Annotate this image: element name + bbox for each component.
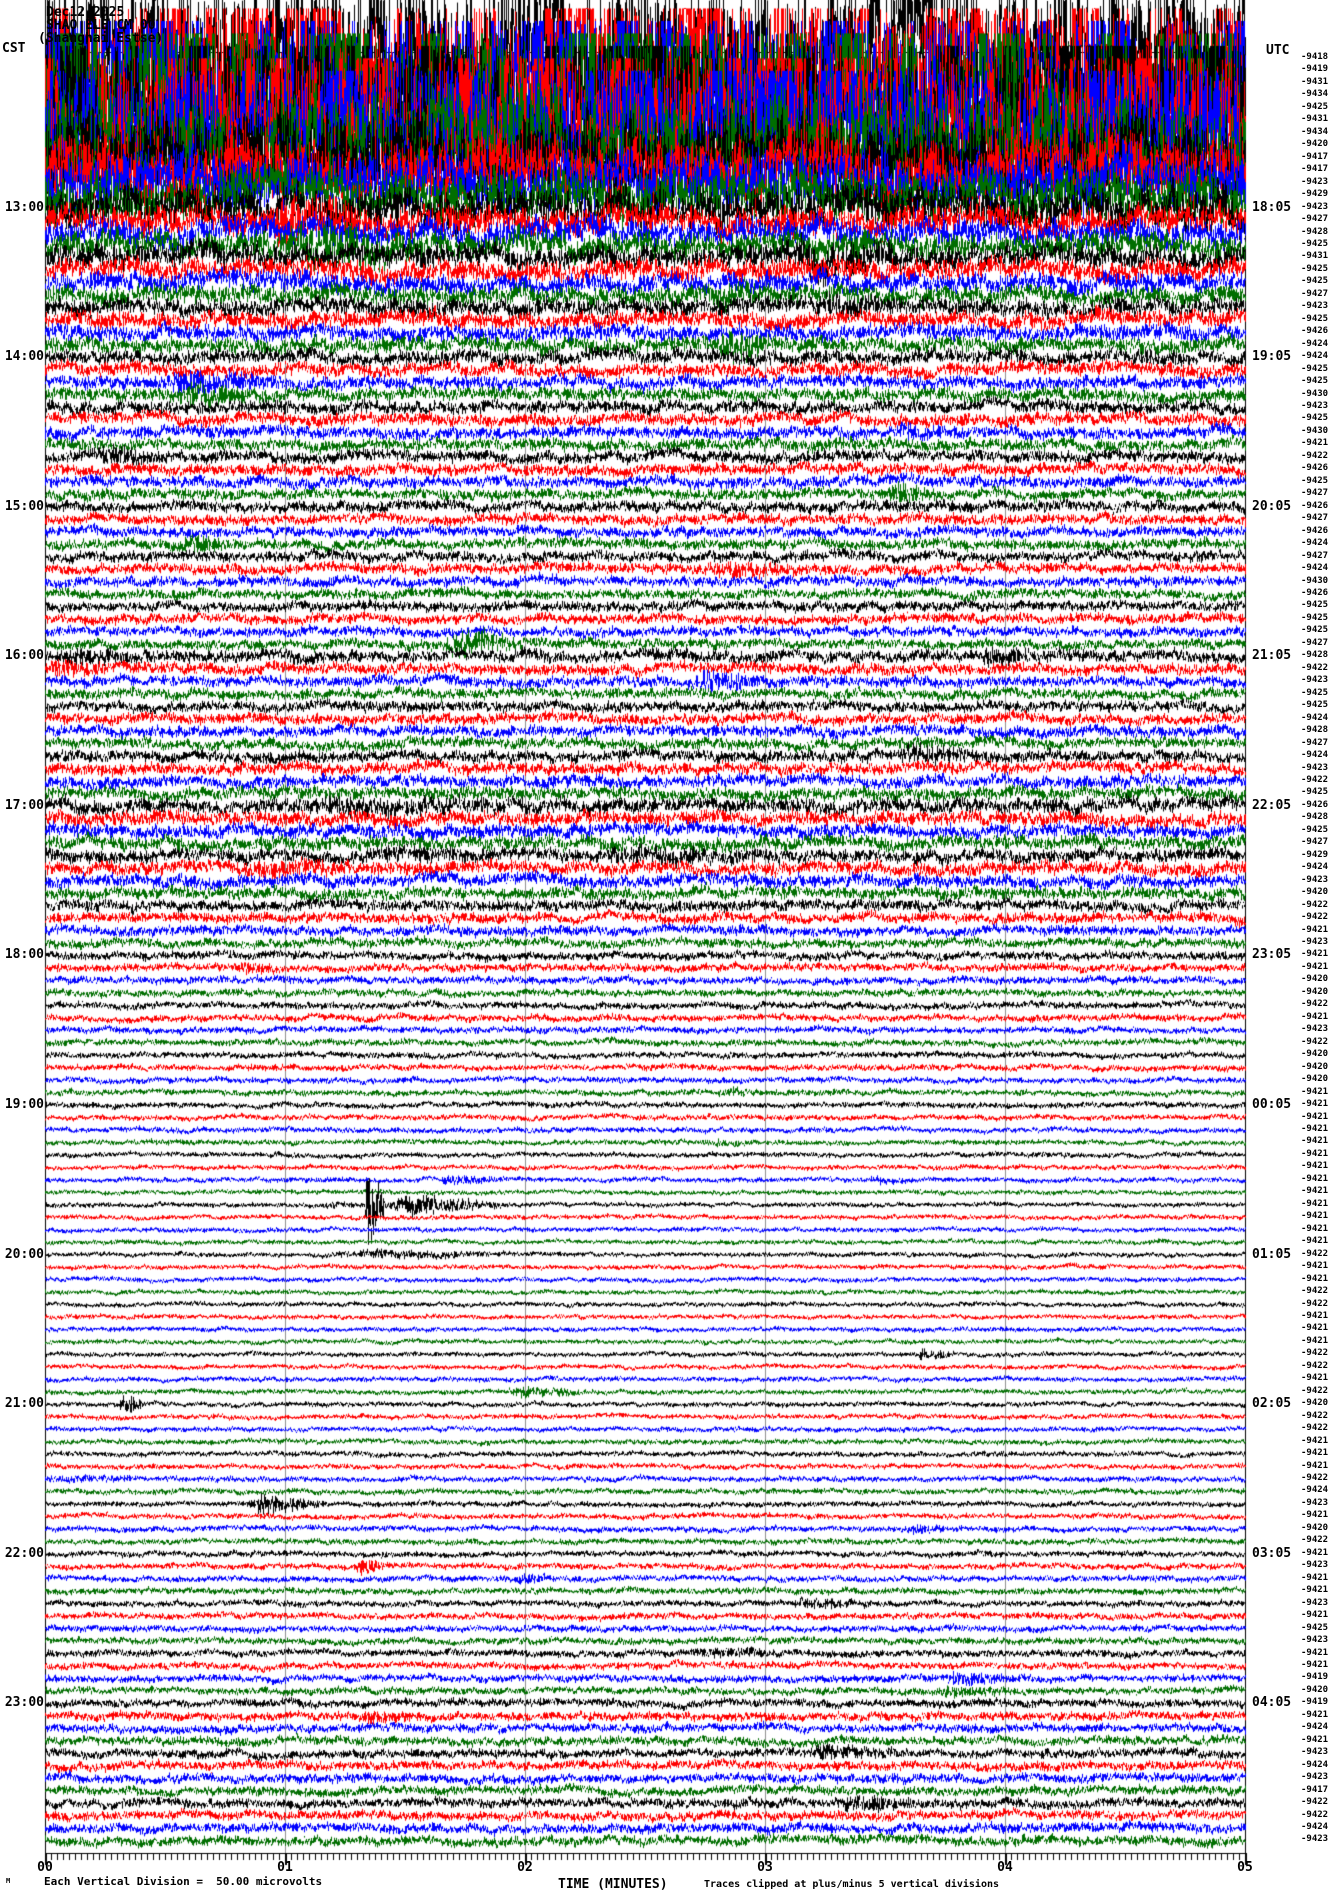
utc-hour-label: 03:05 [1252,1545,1292,1561]
trace-offset-value: -9422 [1301,1410,1329,1421]
trace-offset-value: -9426 [1301,326,1329,337]
trace-offset-value: -9420 [1301,986,1329,997]
utc-hour-label: 22:05 [1252,797,1292,813]
corner-mark: M [6,1877,11,1885]
trace-offset-value: -9421 [1301,1273,1329,1284]
utc-hour-label: 19:05 [1252,349,1292,365]
utc-hour-label: 02:05 [1252,1396,1292,1412]
trace-offset-value: -9421 [1301,1011,1329,1022]
trace-offset-value: -9427 [1301,214,1329,225]
trace-offset-value: -9427 [1301,488,1329,499]
utc-hour-label: 04:05 [1252,1695,1292,1711]
trace-offset-value: -9425 [1301,276,1329,287]
trace-offset-value: -9424 [1301,338,1329,349]
trace-offset-value: -9429 [1301,189,1329,200]
station-location-label: (Shanghai Estse) [38,31,164,46]
date-label: Dec12,2025 [46,5,125,20]
trace-offset-value: -9423 [1301,301,1329,312]
cst-hour-label: 23:00 [4,1695,44,1711]
trace-offset-value: -9426 [1301,463,1329,474]
cst-hour-label: 17:00 [4,797,44,813]
trace-offset-value: -9425 [1301,376,1329,387]
trace-offset-value: -9419 [1301,64,1329,75]
trace-offset-value: -9420 [1301,1061,1329,1072]
trace-offset-value: -9422 [1301,1809,1329,1820]
trace-offset-value: -9424 [1301,351,1329,362]
trace-offset-value: -9430 [1301,388,1329,399]
trace-offset-value: -9425 [1301,101,1329,112]
trace-offset-value: -9421 [1301,1186,1329,1197]
utc-hour-label: 00:05 [1252,1097,1292,1113]
trace-offset-value: -9424 [1301,862,1329,873]
cst-hour-label: 19:00 [4,1097,44,1113]
x-tick-label: 04 [997,1860,1013,1875]
trace-offset-value: -9421 [1301,1261,1329,1272]
trace-offset-value: -9420 [1301,974,1329,985]
trace-offset-value: -9421 [1301,1547,1329,1558]
trace-offset-value: -9422 [1301,1248,1329,1259]
trace-offset-value: -9420 [1301,1398,1329,1409]
trace-offset-value: -9423 [1301,1497,1329,1508]
trace-offset-value: -9426 [1301,525,1329,536]
trace-offset-value: -9423 [1301,201,1329,212]
trace-offset-value: -9425 [1301,625,1329,636]
trace-offset-value: -9431 [1301,251,1329,262]
cst-timezone-label: CST [2,41,26,56]
trace-offset-value: -9421 [1301,1310,1329,1321]
trace-offset-value: -9424 [1301,750,1329,761]
trace-offset-value: -9425 [1301,363,1329,374]
trace-offset-value: -9421 [1301,949,1329,960]
trace-offset-value: -9425 [1301,263,1329,274]
trace-offset-value: -9418 [1301,52,1329,62]
trace-offset-value: -9421 [1301,1211,1329,1222]
trace-offset-value: -9427 [1301,288,1329,299]
cst-hour-label: 22:00 [4,1545,44,1561]
x-tick-label: 02 [517,1860,533,1875]
trace-offset-value: -9421 [1301,961,1329,972]
trace-offset-value: -9422 [1301,1036,1329,1047]
trace-offset-value: -9422 [1301,1360,1329,1371]
vertical-division-note: Each Vertical Division = 50.00 microvolts [44,1875,323,1888]
trace-offset-value: -9421 [1301,1136,1329,1147]
cst-hour-label: 21:00 [4,1396,44,1412]
trace-offset-value: -9431 [1301,76,1329,87]
trace-offset-value: -9420 [1301,1074,1329,1085]
trace-offset-value: -9425 [1301,612,1329,623]
trace-offset-value: -9429 [1301,849,1329,860]
trace-offset-value: -9423 [1301,1834,1329,1845]
trace-offset-value: -9428 [1301,226,1329,237]
trace-offset-value: -9421 [1301,1323,1329,1334]
trace-offset-value: -9421 [1301,1448,1329,1459]
x-tick-label: 03 [757,1860,773,1875]
trace-offset-value: -9430 [1301,425,1329,436]
trace-offset-value: -9423 [1301,1560,1329,1571]
trace-offset-value: -9421 [1301,1585,1329,1596]
trace-offset-value: -9424 [1301,712,1329,723]
trace-offset-value: -9424 [1301,538,1329,549]
trace-offset-value: -9431 [1301,114,1329,125]
clip-note: Traces clipped at plus/minus 5 vertical divisions [704,1879,1000,1890]
trace-offset-value: -9421 [1301,1086,1329,1097]
trace-offset-value: -9424 [1301,1485,1329,1496]
trace-offset-value: -9422 [1301,1385,1329,1396]
trace-offset-value: -9423 [1301,1024,1329,1035]
trace-offset-value: -9427 [1301,637,1329,648]
trace-offset-value: -9422 [1301,662,1329,673]
trace-offset-value: -9421 [1301,1148,1329,1159]
x-tick-label: 01 [277,1860,293,1875]
trace-offset-value: -9422 [1301,1535,1329,1546]
trace-offset-value: -9423 [1301,675,1329,686]
trace-offset-value: -9428 [1301,725,1329,736]
trace-offset-value: -9425 [1301,475,1329,486]
trace-offset-value: -9425 [1301,238,1329,249]
trace-offset-value: -9423 [1301,937,1329,947]
station-label: SHAO ELE CM 00 [46,18,156,33]
trace-offset-value: -9427 [1301,513,1329,524]
trace-offset-value: -9426 [1301,799,1329,810]
trace-offset-value: -9421 [1301,1610,1329,1621]
trace-offset-value: -9421 [1301,1173,1329,1184]
trace-offset-value: -9421 [1301,1659,1329,1670]
trace-offset-value: -9430 [1301,575,1329,586]
cst-hour-label: 15:00 [4,498,44,514]
trace-offset-value: -9421 [1301,1123,1329,1134]
trace-offset-value: -9425 [1301,787,1329,798]
trace-offset-value: -9423 [1301,874,1329,885]
x-axis-title: TIME (MINUTES) [558,1877,668,1892]
utc-hour-label: 20:05 [1252,498,1292,514]
trace-offset-value: -9425 [1301,313,1329,324]
trace-offset-value: -9421 [1301,438,1329,449]
trace-offset-value: -9421 [1301,1510,1329,1521]
trace-offset-value: -9421 [1301,1709,1329,1720]
trace-offset-value: -9422 [1301,899,1329,910]
trace-offset-value: -9422 [1301,1298,1329,1309]
trace-offset-value: -9423 [1301,762,1329,773]
cst-hour-label: 13:00 [4,199,44,215]
trace-offset-value: -9425 [1301,700,1329,711]
trace-offset-value: -9424 [1301,563,1329,574]
trace-offset-value: -9425 [1301,1622,1329,1633]
trace-offset-value: -9427 [1301,737,1329,748]
trace-offset-value: -9423 [1301,1772,1329,1783]
trace-offset-value: -9422 [1301,1348,1329,1359]
x-tick-label: 05 [1237,1860,1253,1875]
utc-hour-label: 18:05 [1252,199,1292,215]
cst-hour-label: 18:00 [4,947,44,963]
trace-offset-value: -9421 [1301,1223,1329,1234]
x-tick-label: 00 [37,1860,53,1875]
trace-offset-value: -9421 [1301,1198,1329,1209]
trace-offset-value: -9423 [1301,1635,1329,1646]
trace-offset-value: -9424 [1301,1822,1329,1833]
trace-offset-value: -9423 [1301,401,1329,412]
trace-offset-value: -9423 [1301,1597,1329,1608]
utc-hour-label: 01:05 [1252,1246,1292,1262]
trace-offset-value: -9420 [1301,887,1329,898]
trace-offset-value: -9422 [1301,999,1329,1010]
trace-offset-value: -9427 [1301,837,1329,848]
trace-offset-value: -9421 [1301,1236,1329,1247]
trace-offset-value: -9421 [1301,1734,1329,1745]
trace-offset-value: -9425 [1301,413,1329,424]
trace-offset-value: -9420 [1301,1522,1329,1533]
trace-offset-value: -9434 [1301,89,1329,100]
trace-offset-value: -9417 [1301,1784,1329,1795]
trace-offset-value: -9423 [1301,1747,1329,1758]
trace-offset-value: -9421 [1301,1111,1329,1122]
trace-offset-value: -9420 [1301,1684,1329,1695]
trace-offset-value: -9425 [1301,600,1329,611]
trace-offset-value: -9420 [1301,1049,1329,1060]
trace-offset-value: -9421 [1301,1572,1329,1583]
trace-offset-value: -9421 [1301,1373,1329,1384]
trace-offset-value: -9421 [1301,1460,1329,1471]
trace-offset-value: -9422 [1301,1473,1329,1483]
trace-offset-value: -9421 [1301,1335,1329,1346]
trace-offset-value: -9426 [1301,587,1329,598]
utc-hour-label: 21:05 [1252,648,1292,664]
utc-hour-label: 23:05 [1252,947,1292,963]
utc-timezone-label: UTC [1266,43,1290,58]
trace-offset-value: -9419 [1301,1672,1329,1683]
trace-offset-value: -9422 [1301,1797,1329,1808]
trace-offset-value: -9422 [1301,1286,1329,1297]
cst-hour-label: 14:00 [4,349,44,365]
trace-offset-value: -9421 [1301,1161,1329,1172]
trace-offset-value: -9434 [1301,126,1329,137]
cst-hour-label: 20:00 [4,1246,44,1262]
trace-offset-value: -9421 [1301,1435,1329,1446]
trace-offset-value: -9428 [1301,650,1329,661]
trace-offset-value: -9422 [1301,450,1329,461]
trace-offset-value: -9421 [1301,1099,1329,1110]
trace-offset-value: -9417 [1301,164,1329,175]
trace-offset-value: -9425 [1301,824,1329,835]
cst-hour-label: 16:00 [4,648,44,664]
trace-offset-value: -9423 [1301,176,1329,187]
trace-offset-value: -9428 [1301,812,1329,823]
trace-offset-value: -9419 [1301,1697,1329,1708]
trace-offset-value: -9421 [1301,924,1329,935]
trace-offset-value: -9421 [1301,1647,1329,1658]
trace-offset-value: -9422 [1301,774,1329,785]
trace-offset-value: -9426 [1301,500,1329,511]
trace-offset-value: -9425 [1301,687,1329,698]
trace-offset-value: -9422 [1301,912,1329,923]
trace-offset-value: -9420 [1301,139,1329,150]
trace-offset-value: -9427 [1301,550,1329,561]
trace-offset-value: -9422 [1301,1423,1329,1434]
trace-offset-value: -9424 [1301,1759,1329,1770]
trace-offset-value: -9424 [1301,1722,1329,1733]
trace-offset-value: -9417 [1301,151,1329,162]
